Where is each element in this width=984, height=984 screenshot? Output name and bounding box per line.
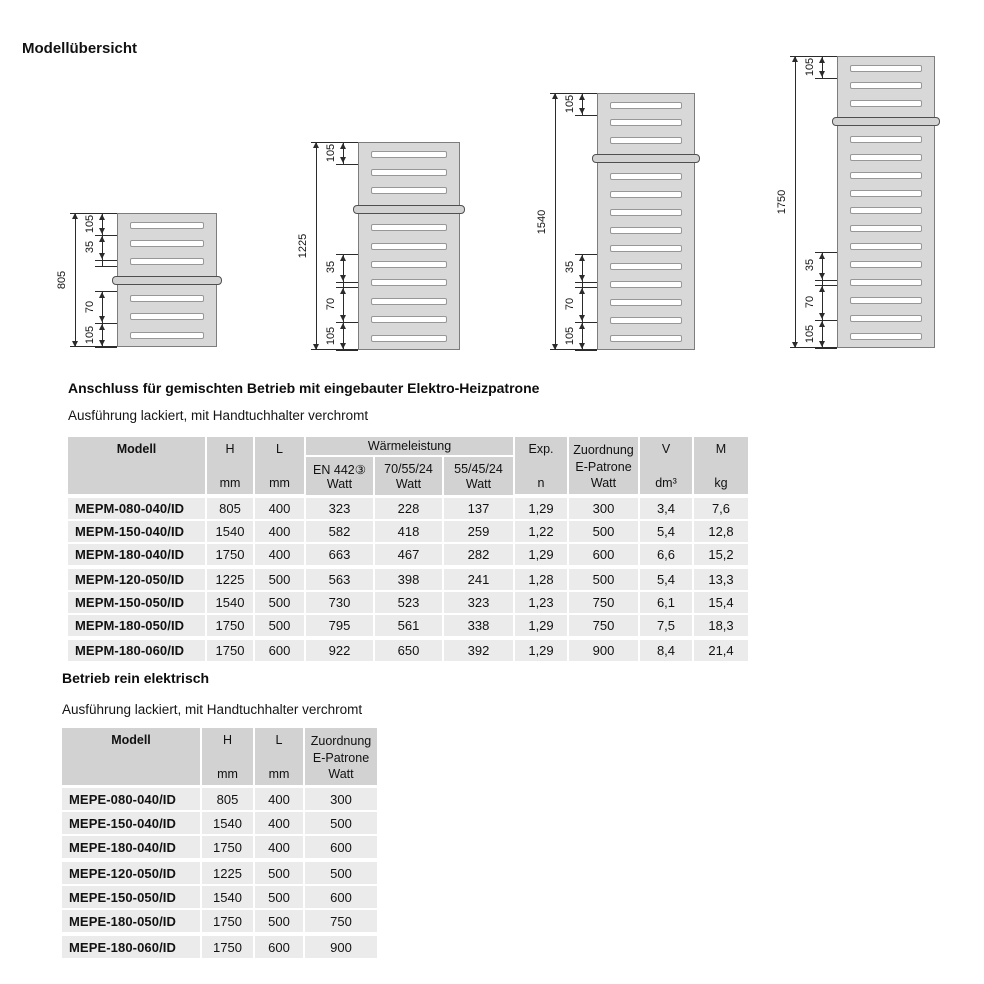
radiator-rung [850, 261, 922, 268]
col-header-m: M kg [694, 437, 748, 494]
radiator-rung [610, 173, 682, 180]
model-cell: MEPM-120-050/ID [68, 569, 205, 590]
dim-label-70: 70 [804, 295, 816, 309]
value-cell: 282 [444, 544, 513, 567]
section-heading-electric-operation: Betrieb rein elektrisch [62, 670, 210, 686]
value-cell: 8,4 [640, 640, 692, 661]
radiator-rung [371, 335, 447, 342]
value-cell: 18,3 [694, 615, 748, 638]
dimension-line [343, 254, 344, 350]
dimension-arrow [99, 324, 105, 330]
value-cell: 1540 [202, 812, 253, 834]
value-cell: 3,4 [640, 498, 692, 519]
dimension-arrow [340, 143, 346, 149]
value-cell: 467 [375, 544, 442, 567]
value-cell: 400 [255, 788, 303, 810]
value-cell: 338 [444, 615, 513, 638]
value-cell: 1,29 [515, 544, 567, 567]
dimension-arrow [340, 323, 346, 329]
radiator-rung [371, 298, 447, 305]
radiator-rung [850, 100, 922, 107]
value-cell: 12,8 [694, 521, 748, 542]
value-cell: 1750 [202, 910, 253, 934]
col-group-waermeleistung [306, 437, 513, 495]
radiator-rung [850, 190, 922, 197]
col-header-55-45-24: 55/45/24 Watt [444, 457, 513, 495]
dimension-arrow [99, 340, 105, 346]
radiator-rung [850, 315, 922, 322]
dim-label-height: 1540 [536, 209, 548, 234]
radiator-rung [130, 332, 204, 339]
dimension-arrow [579, 255, 585, 261]
value-cell: 392 [444, 640, 513, 661]
value-cell: 500 [255, 615, 304, 638]
dimension-arrow [819, 321, 825, 327]
value-cell: 795 [306, 615, 373, 638]
value-cell: 1540 [202, 886, 253, 908]
radiator-rung [371, 169, 447, 176]
value-cell: 241 [444, 569, 513, 590]
electric-table-header [62, 728, 377, 785]
value-cell: 398 [375, 569, 442, 590]
page-title: Modellübersicht [22, 40, 138, 57]
dimension-arrow [579, 288, 585, 294]
value-cell: 500 [255, 886, 303, 908]
dimension-arrow [819, 71, 825, 77]
dimension-tick [336, 282, 358, 283]
dim-label-70: 70 [84, 300, 96, 314]
col-header-zuordnung: Zuordnung E-Patrone Watt [305, 728, 377, 785]
dimension-arrow [579, 315, 585, 321]
dim-label-105: 105 [325, 326, 337, 346]
dim-label-height: 1750 [776, 189, 788, 215]
col-header-exp: Exp. n [515, 437, 567, 494]
value-cell: 400 [255, 498, 304, 519]
dimension-arrow [99, 316, 105, 322]
value-cell: 650 [375, 640, 442, 661]
radiator-rung [610, 335, 682, 342]
section-heading-mixed-operation: Anschluss für gemischten Betrieb mit eingebauter Elektro-Heizpatrone [68, 380, 540, 396]
radiator-rung [371, 243, 447, 250]
dimension-arrow [819, 286, 825, 292]
model-cell: MEPM-180-060/ID [68, 640, 205, 661]
value-cell: 5,4 [640, 569, 692, 590]
value-cell: 600 [569, 544, 638, 567]
col-group-waermeleistung-label: Wärmeleistung [306, 437, 513, 457]
value-cell: 6,6 [640, 544, 692, 567]
value-cell: 750 [569, 592, 638, 613]
dimension-arrow [99, 292, 105, 298]
model-cell: MEPE-150-050/ID [62, 886, 200, 908]
value-cell: 1,29 [515, 498, 567, 519]
mixed-operation-table [68, 437, 748, 661]
value-cell: 500 [255, 910, 303, 934]
dimension-arrow [99, 228, 105, 234]
dimension-tick [575, 282, 597, 283]
radiator-rung [130, 240, 204, 247]
value-cell: 805 [202, 788, 253, 810]
value-cell: 523 [375, 592, 442, 613]
radiator-rung [850, 172, 922, 179]
value-cell: 600 [305, 886, 377, 908]
model-cell: MEPM-180-050/ID [68, 615, 205, 638]
radiator-rung [371, 151, 447, 158]
value-cell: 600 [305, 836, 377, 860]
dimension-arrow [99, 253, 105, 259]
dimension-tick [575, 115, 597, 116]
dim-label-105: 105 [804, 324, 816, 344]
value-cell: 500 [255, 569, 304, 590]
value-cell: 1,29 [515, 615, 567, 638]
dimension-line [822, 252, 823, 348]
model-cell: MEPE-080-040/ID [62, 788, 200, 810]
value-cell: 323 [444, 592, 513, 613]
section-subheading-electric: Ausführung lackiert, mit Handtuchhalter verchromt [62, 702, 363, 717]
dim-label-35: 35 [804, 258, 816, 272]
model-cell: MEPE-150-040/ID [62, 812, 200, 834]
radiator-rung [850, 65, 922, 72]
dimension-arrow [99, 236, 105, 242]
dim-label-105: 105 [564, 326, 576, 346]
radiator-rung [610, 191, 682, 198]
value-cell: 418 [375, 521, 442, 542]
col-header-h: H mm [202, 728, 253, 785]
dimension-arrow [819, 341, 825, 347]
electric-operation-table [62, 728, 377, 958]
radiator-rung [850, 333, 922, 340]
value-cell: 1,22 [515, 521, 567, 542]
value-cell: 805 [207, 498, 253, 519]
dim-label-height: 1225 [297, 233, 309, 259]
dim-label-105: 105 [84, 214, 96, 234]
value-cell: 1,28 [515, 569, 567, 590]
dimension-arrow [819, 273, 825, 279]
value-cell: 500 [255, 862, 303, 884]
towel-bar [592, 154, 700, 163]
model-cell: MEPM-180-040/ID [68, 544, 205, 567]
value-cell: 13,3 [694, 569, 748, 590]
dim-label-70: 70 [325, 297, 337, 311]
mixed-table-rows [68, 498, 748, 661]
value-cell: 561 [375, 615, 442, 638]
radiator-rung [371, 261, 447, 268]
dimension-tick [95, 260, 117, 261]
model-cell: MEPE-180-060/ID [62, 936, 200, 958]
col-header-v: V dm³ [640, 437, 692, 494]
dimension-tick [815, 348, 837, 349]
radiator-rung [130, 295, 204, 302]
value-cell: 500 [305, 812, 377, 834]
col-header-en442: EN 442③ Watt [306, 457, 373, 495]
model-cell: MEPM-080-040/ID [68, 498, 205, 519]
value-cell: 1,29 [515, 640, 567, 661]
value-cell: 1540 [207, 521, 253, 542]
value-cell: 7,6 [694, 498, 748, 519]
radiator-rung [610, 119, 682, 126]
mixed-table-header [68, 437, 748, 495]
radiator-rung [850, 279, 922, 286]
radiator-rung [850, 207, 922, 214]
radiator-rung [371, 224, 447, 231]
value-cell: 300 [569, 498, 638, 519]
dimension-arrow [819, 57, 825, 63]
model-cell: MEPE-180-050/ID [62, 910, 200, 934]
value-cell: 922 [306, 640, 373, 661]
value-cell: 21,4 [694, 640, 748, 661]
dimension-arrow [579, 343, 585, 349]
radiator-rung [850, 243, 922, 250]
radiator-rung [130, 222, 204, 229]
value-cell: 1540 [207, 592, 253, 613]
value-cell: 15,2 [694, 544, 748, 567]
model-diagrams [0, 0, 984, 376]
dimension-tick [575, 350, 597, 351]
radiator-rung [610, 263, 682, 270]
col-header-l: L mm [255, 728, 303, 785]
electric-table-rows [62, 788, 377, 958]
dimension-arrow [340, 275, 346, 281]
dimension-tick [815, 78, 837, 79]
value-cell: 400 [255, 812, 303, 834]
value-cell: 400 [255, 521, 304, 542]
model-cell: MEPM-150-050/ID [68, 592, 205, 613]
dimension-tick [95, 347, 117, 348]
value-cell: 1225 [202, 862, 253, 884]
col-header-modell-label: Modell [116, 442, 157, 456]
value-cell: 750 [305, 910, 377, 934]
value-cell: 1750 [207, 544, 253, 567]
dimension-tick [95, 266, 117, 267]
dim-label-35: 35 [325, 260, 337, 274]
value-cell: 300 [305, 788, 377, 810]
dimension-tick [815, 280, 837, 281]
dimension-arrow [579, 275, 585, 281]
value-cell: 400 [255, 544, 304, 567]
height-dimension-line [316, 142, 317, 350]
radiator-rung [850, 225, 922, 232]
col-header-l: L mm [255, 437, 304, 494]
value-cell: 400 [255, 836, 303, 860]
col-header-h: H mm [207, 437, 253, 494]
dim-label-105: 105 [325, 143, 337, 163]
dim-label-105: 105 [564, 94, 576, 114]
col-header-70-55-24: 70/55/24 Watt [375, 457, 442, 495]
value-cell: 500 [255, 592, 304, 613]
value-cell: 1225 [207, 569, 253, 590]
value-cell: 1750 [202, 936, 253, 958]
value-cell: 137 [444, 498, 513, 519]
dimension-line [582, 254, 583, 350]
towel-bar [353, 205, 465, 214]
col-header-modell: Modell [62, 728, 200, 785]
value-cell: 582 [306, 521, 373, 542]
value-cell: 663 [306, 544, 373, 567]
radiator-body [597, 93, 695, 350]
dimension-arrow [340, 255, 346, 261]
value-cell: 7,5 [640, 615, 692, 638]
dim-label-height: 805 [56, 270, 68, 290]
dimension-arrow [340, 157, 346, 163]
radiator-rung [130, 258, 204, 265]
dimension-arrow [819, 313, 825, 319]
radiator-rung [610, 281, 682, 288]
value-cell: 5,4 [640, 521, 692, 542]
dimension-arrow [579, 323, 585, 329]
radiator-rung [610, 245, 682, 252]
radiator-rung [610, 137, 682, 144]
dimension-arrow [579, 94, 585, 100]
value-cell: 900 [569, 640, 638, 661]
radiator-rung [850, 297, 922, 304]
dim-label-70: 70 [564, 297, 576, 311]
value-cell: 259 [444, 521, 513, 542]
value-cell: 1,23 [515, 592, 567, 613]
model-cell: MEPE-180-040/ID [62, 836, 200, 860]
height-dimension-line [555, 93, 556, 350]
value-cell: 600 [255, 936, 303, 958]
value-cell: 500 [305, 862, 377, 884]
value-cell: 1750 [207, 640, 253, 661]
value-cell: 15,4 [694, 592, 748, 613]
radiator-rung [610, 209, 682, 216]
radiator-rung [130, 313, 204, 320]
value-cell: 600 [255, 640, 304, 661]
value-cell: 1750 [207, 615, 253, 638]
value-cell: 500 [569, 569, 638, 590]
col-header-modell [68, 437, 205, 494]
radiator-rung [850, 136, 922, 143]
value-cell: 228 [375, 498, 442, 519]
value-cell: 6,1 [640, 592, 692, 613]
dimension-arrow [340, 288, 346, 294]
radiator-rung [610, 317, 682, 324]
dimension-tick [336, 164, 358, 165]
value-cell: 323 [306, 498, 373, 519]
dim-label-105: 105 [804, 57, 816, 77]
dim-label-35: 35 [564, 260, 576, 274]
dim-label-105: 105 [84, 325, 96, 345]
value-cell: 900 [305, 936, 377, 958]
radiator-rung [371, 187, 447, 194]
height-dimension-line [75, 213, 76, 347]
radiator-rung [610, 102, 682, 109]
dimension-arrow [340, 343, 346, 349]
towel-bar [112, 276, 222, 285]
section-subheading-mixed: Ausführung lackiert, mit Handtuchhalter verchromt [68, 408, 369, 423]
value-cell: 750 [569, 615, 638, 638]
radiator-rung [610, 227, 682, 234]
value-cell: 730 [306, 592, 373, 613]
value-cell: 500 [569, 521, 638, 542]
value-cell: 1750 [202, 836, 253, 860]
dimension-arrow [819, 253, 825, 259]
radiator-rung [850, 82, 922, 89]
radiator-rung [371, 316, 447, 323]
col-header-zuordnung: Zuordnung E-Patrone Watt [569, 437, 638, 494]
radiator-rung [371, 279, 447, 286]
dimension-arrow [99, 214, 105, 220]
model-cell: MEPE-120-050/ID [62, 862, 200, 884]
dimension-arrow [340, 315, 346, 321]
radiator-rung [850, 154, 922, 161]
model-cell: MEPM-150-040/ID [68, 521, 205, 542]
value-cell: 563 [306, 569, 373, 590]
radiator-rung [610, 299, 682, 306]
dim-label-35: 35 [84, 240, 96, 254]
towel-bar [832, 117, 940, 126]
dimension-arrow [579, 108, 585, 114]
dimension-tick [336, 350, 358, 351]
height-dimension-line [795, 56, 796, 348]
